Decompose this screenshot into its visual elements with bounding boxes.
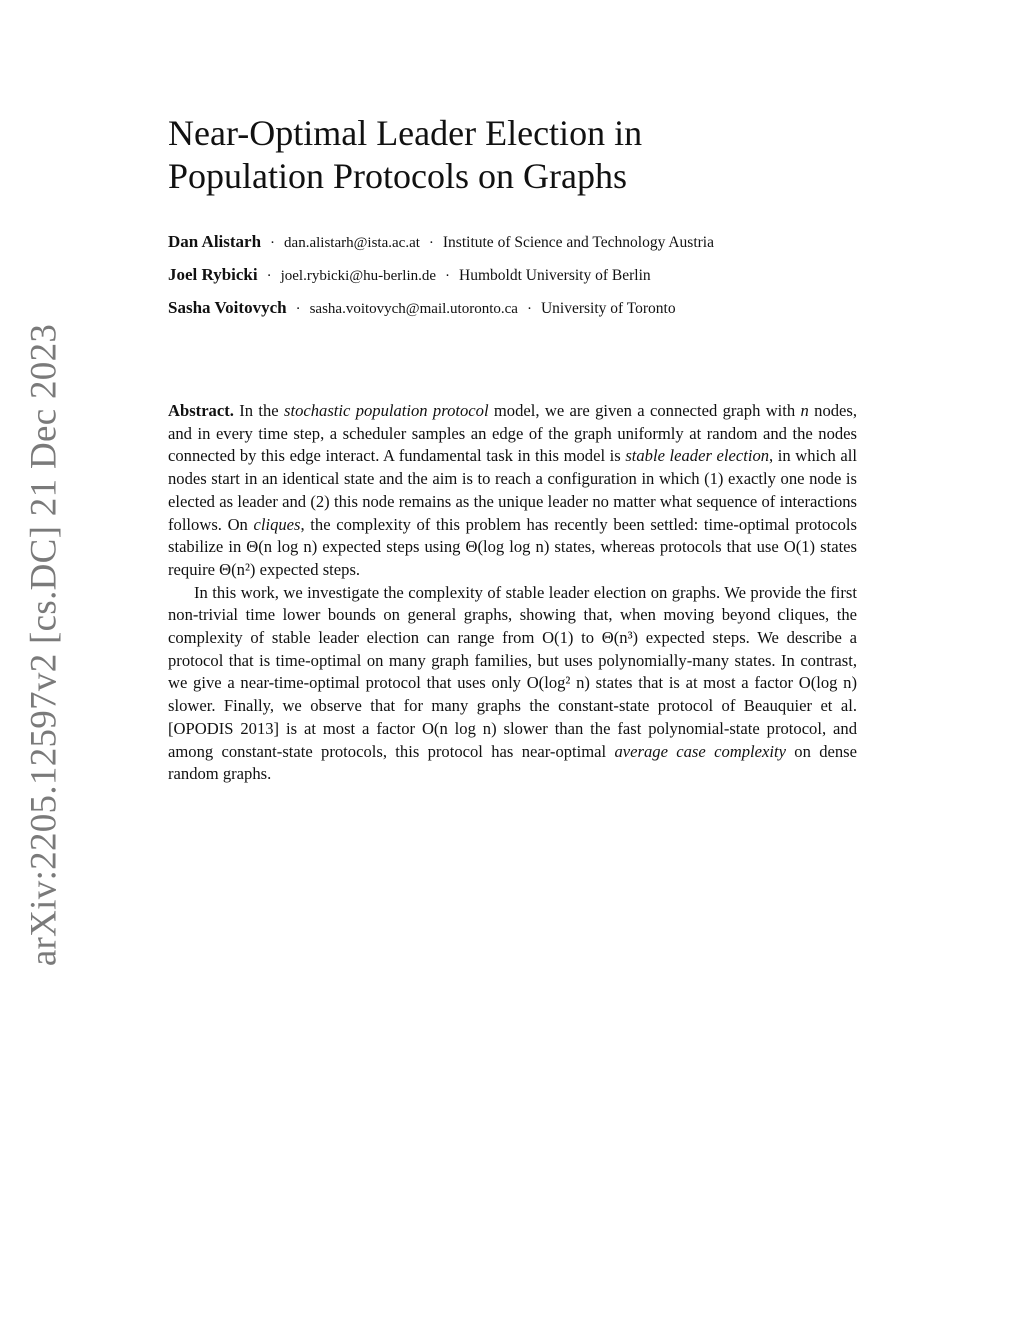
abstract-label: Abstract. <box>168 401 234 420</box>
author-name: Joel Rybicki <box>168 265 258 284</box>
author-email: sasha.voitovych@mail.utoronto.ca <box>309 301 518 317</box>
math-expression: O(1) <box>783 537 816 557</box>
math-expression: n <box>800 401 809 420</box>
abstract-text: , in which all nodes start in an identical state and the aim is to reach a configuration in which (1) exactly one node is elected as leader and (2) this node remains as the unique leader no matter what sequence of interactions follows. On <box>168 446 857 534</box>
abstract-paragraph-2 <box>168 582 857 786</box>
abstract-emphasis: average case complexity <box>614 741 786 761</box>
author-name: Dan Alistarh <box>168 232 262 251</box>
math-expression: O(log² n) <box>526 673 590 693</box>
abstract-text: states that is at most a factor <box>589 673 799 693</box>
author-institution: University of Toronto <box>540 300 676 317</box>
title-line-1: Near-Optimal Leader Election in <box>168 113 643 153</box>
author-row <box>168 298 868 331</box>
abstract-emphasis: stable leader election <box>625 446 770 466</box>
separator: · <box>526 301 532 317</box>
abstract-emphasis: cliques <box>253 514 301 534</box>
abstract-text: expected steps using <box>317 537 466 557</box>
separator: · <box>295 301 301 317</box>
abstract-text: , the complexity of this problem has recently been settled: time-optimal protocols stabilize in <box>168 514 857 557</box>
separator: · <box>266 268 272 284</box>
math-expression: O(1) <box>542 628 574 648</box>
separator: · <box>428 235 434 251</box>
author-row <box>168 232 868 265</box>
abstract-text: states require <box>168 537 858 579</box>
abstract-text: expected steps. We describe a protocol that is time-optimal on many graph families, but uses polynomially-many states. In contrast, we give a near-time-optimal protocol that uses only <box>168 628 857 693</box>
abstract <box>168 400 857 786</box>
abstract-text: to <box>573 628 602 648</box>
abstract-text: model, we are given a connected graph with <box>488 401 801 420</box>
author-name: Sasha Voitovych <box>168 298 287 317</box>
author-institution: Institute of Science and Technology Austria <box>442 234 714 251</box>
paper-title <box>168 112 868 198</box>
abstract-text: on dense random graphs. <box>168 741 857 784</box>
math-expression: O(n log n) <box>421 718 497 738</box>
abstract-emphasis: stochastic population protocol <box>284 401 489 420</box>
title-line-2: Population Protocols on Graphs <box>168 156 627 196</box>
abstract-text: nodes, and in every time step, a scheduler samples an edge of the graph uniformly at random and the nodes connected by this edge interact. A fundamental task in this model is <box>168 401 858 466</box>
abstract-paragraph-1 <box>168 400 857 582</box>
author-email: joel.rybicki@hu-berlin.de <box>280 268 437 284</box>
author-email: dan.alistarh@ista.ac.at <box>284 235 420 251</box>
author-row <box>168 265 868 298</box>
author-list <box>168 232 868 331</box>
abstract-text: states, whereas protocols that use <box>549 537 784 557</box>
math-expression: Θ(log log n) <box>465 537 550 557</box>
abstract-text: In the <box>233 401 284 420</box>
abstract-text: In this work, we investigate the complexity of stable leader election on graphs. We provide the first non-trivial time lower bounds on general graphs, showing that, when moving beyond cliques, the complexity of stable leader election can range from <box>168 582 857 648</box>
math-expression: O(log n) <box>798 673 857 693</box>
separator: · <box>270 235 276 251</box>
math-expression: Θ(n log n) <box>246 537 318 557</box>
math-expression: Θ(n³) <box>601 628 639 648</box>
author-institution: Humboldt University of Berlin <box>459 267 651 284</box>
abstract-text: expected steps. <box>255 559 361 579</box>
abstract-text: slower than the fast polynomial-state protocol, and among constant-state protocols, this protocol has near-optimal <box>168 718 857 761</box>
arxiv-identifier: arXiv:2205.12597v2 [cs.DC] 21 Dec 2023 <box>23 323 65 967</box>
abstract-text: slower. Finally, we observe that for many graphs the constant-state protocol of Beauquier et al. [OPODIS 2013] is at most a factor <box>168 696 857 738</box>
separator: · <box>445 268 451 284</box>
math-expression: Θ(n²) <box>219 559 256 579</box>
